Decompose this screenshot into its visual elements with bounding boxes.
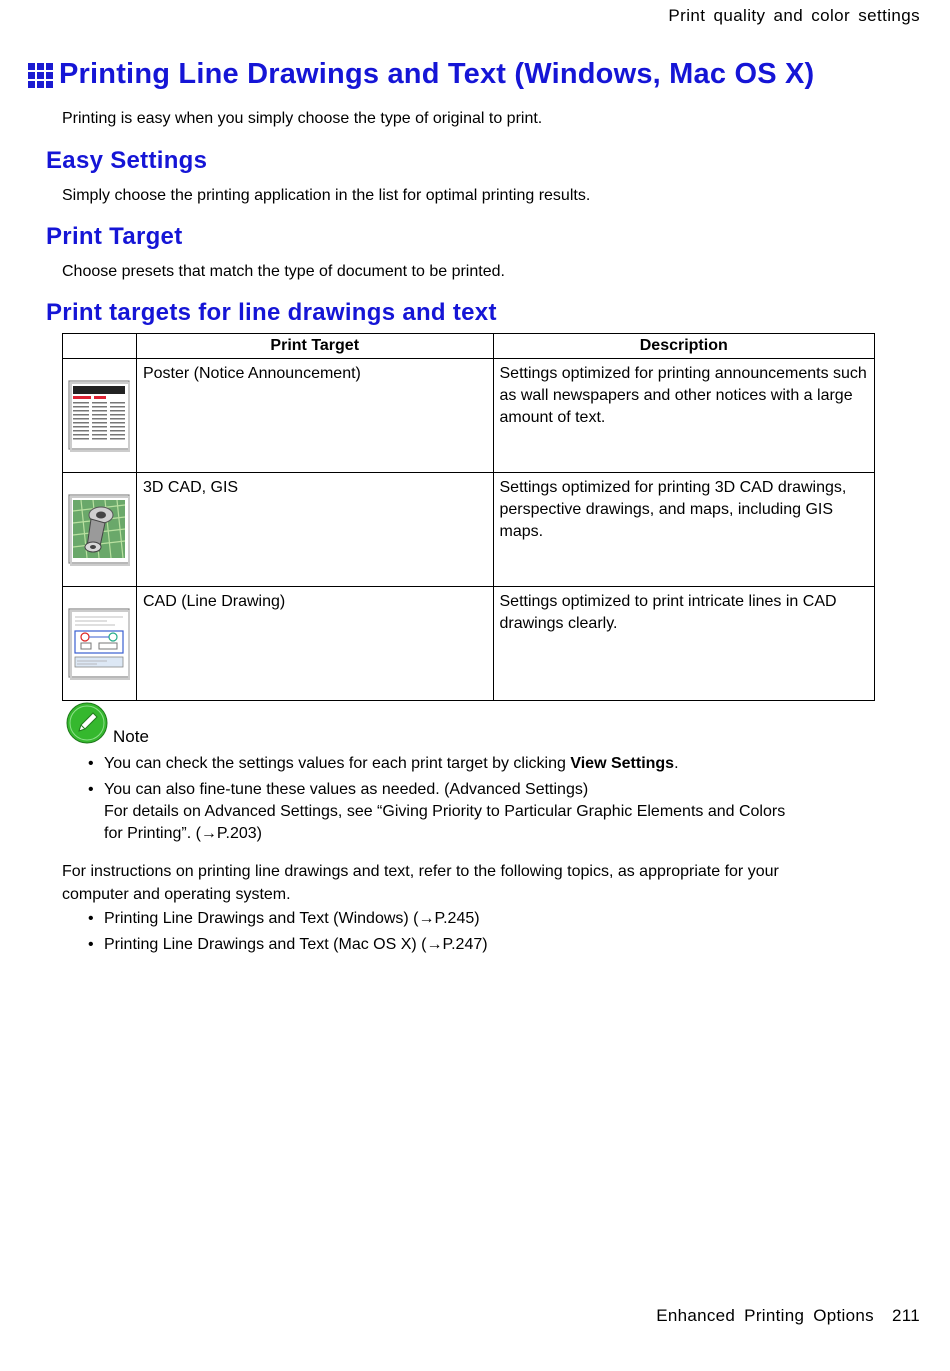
table-header-description: Description [493,334,875,359]
note-list [62,753,785,849]
easy-settings-text: Simply choose the printing application in the list for optimal printing results. [62,187,591,204]
table-cell-description: Settings optimized for printing 3D CAD drawings, perspective drawings, and maps, including GIS maps. [493,473,875,587]
list-item[interactable]: • Printing Line Drawings and Text (Mac OS X) (→P.247) [88,936,488,953]
print-target-heading: Print Target [46,223,183,250]
targets-table-heading: Print targets for line drawings and text [46,299,497,326]
table-cell-print-target: CAD (Line Drawing) [136,587,493,701]
intro-text: Printing is easy when you simply choose the type of original to print. [62,110,543,127]
list-item: • You can check the settings values for each print target by clicking View Settings. [88,755,679,772]
table-cell-description: Settings optimized for printing announcements such as wall newspapers and other notices with a large amount of text. [493,359,875,473]
table-header-row [63,334,875,359]
instructions-text: For instructions on printing line drawings and text, refer to the following topics, as appropriate for your computer and operating system. [62,863,779,903]
link-windows[interactable]: Printing Line Drawings and Text (Windows) (→P.245) [104,910,480,927]
table-row-icon-cell [63,359,137,473]
running-header: Print quality and color settings [668,6,920,25]
instructions-links [62,908,488,960]
list-item: • You can also fine-tune these values as needed. (Advanced Settings) For details on Advanced Settings, see “Giving Priority to Particular Graphic Elements and Colors for Printing”. (→P.203) [88,781,786,842]
list-item[interactable]: • Printing Line Drawings and Text (Windows) (→P.245) [88,910,480,927]
page-number: 211 [891,1306,920,1325]
table-header-icon [63,334,137,359]
easy-settings-heading: Easy Settings [46,147,208,174]
note-label: Note [113,727,149,746]
view-settings-label: View Settings [570,755,675,772]
page-title-row [28,58,814,91]
table-row [63,359,875,473]
table-header-print-target: Print Target [136,334,493,359]
print-target-text: Choose presets that match the type of document to be printed. [62,263,505,280]
print-targets-table [62,333,875,701]
3d-cad-thumbnail-icon [67,489,131,567]
link-mac[interactable]: Printing Line Drawings and Text (Mac OS X) (→P.247) [104,936,488,953]
table-row-icon-cell [63,473,137,587]
table-cell-print-target: Poster (Notice Announcement) [136,359,493,473]
poster-thumbnail-icon [67,375,131,453]
table-cell-print-target: 3D CAD, GIS [136,473,493,587]
table-cell-description: Settings optimized to print intricate lines in CAD drawings clearly. [493,587,875,701]
section-grid-icon [28,63,53,88]
page-footer [656,1306,920,1326]
pencil-note-icon [66,702,108,744]
table-row [63,473,875,587]
footer-chapter: Enhanced Printing Options [656,1306,874,1325]
cad-line-drawing-thumbnail-icon [67,603,131,681]
table-row [63,587,875,701]
page-title: Printing Line Drawings and Text (Windows, Mac OS X) [59,58,815,90]
table-row-icon-cell [63,587,137,701]
